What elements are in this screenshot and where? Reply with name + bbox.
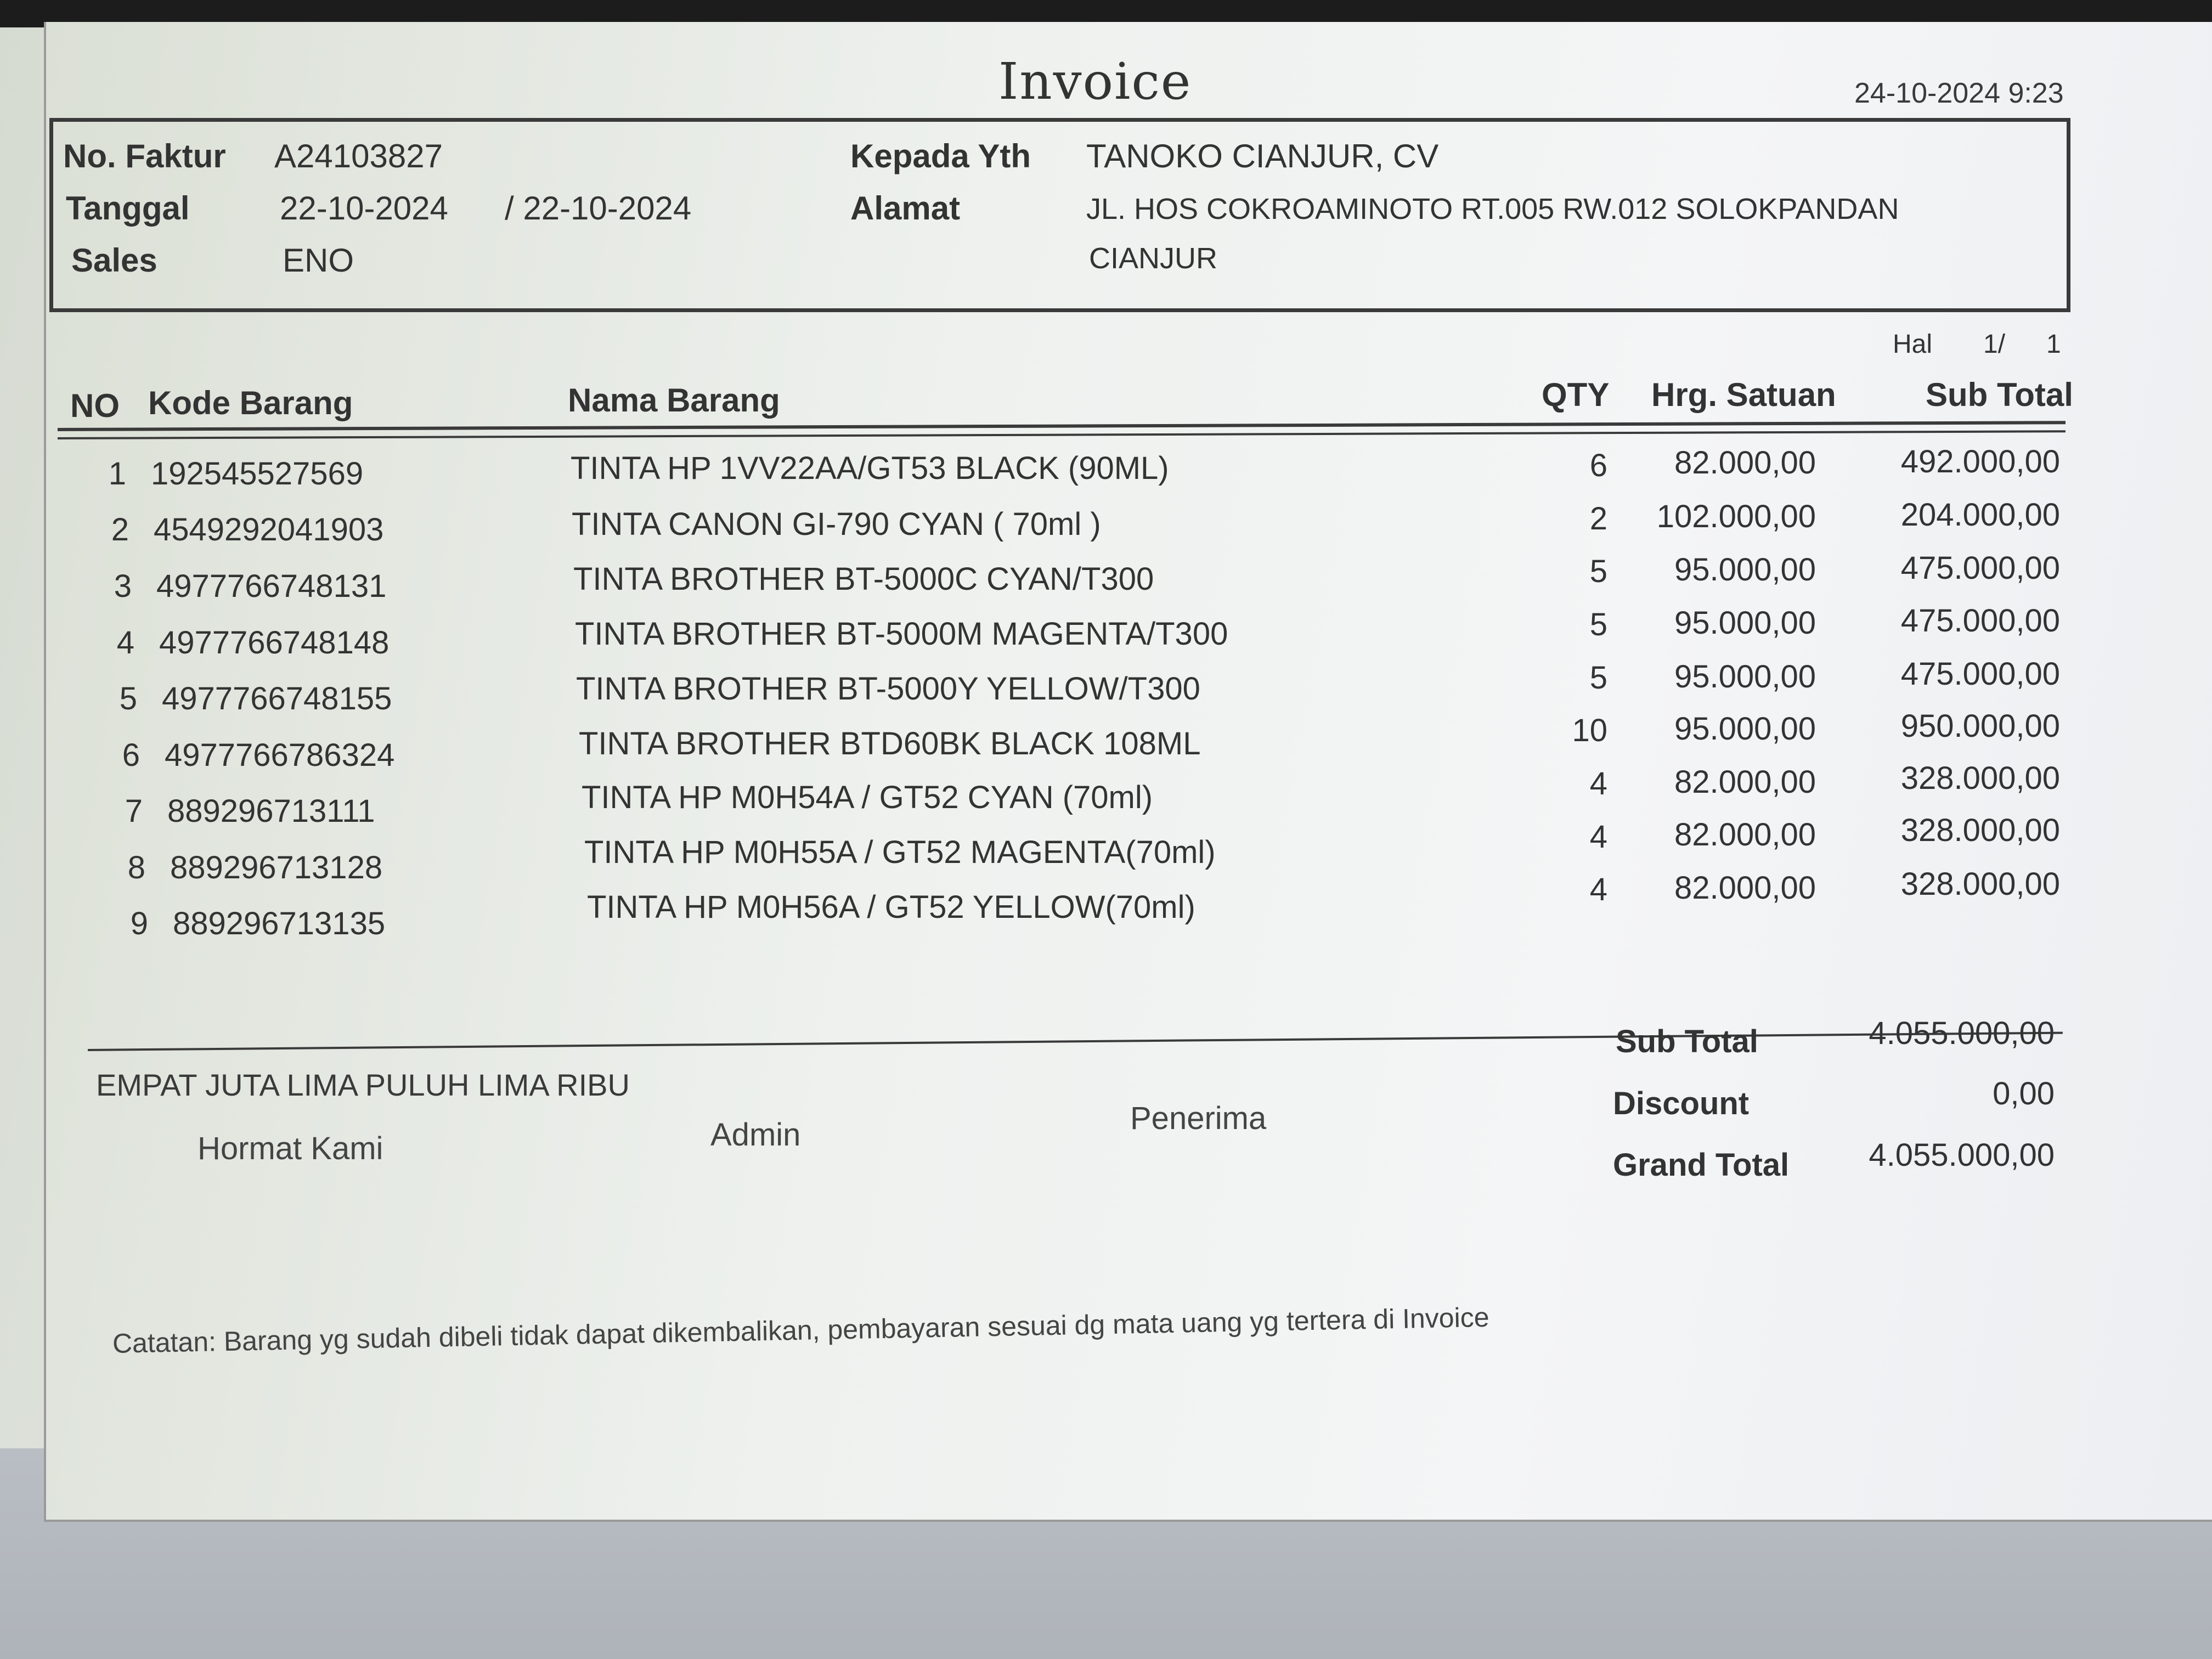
page-label: Hal [1893, 330, 1933, 359]
invoice-title: Invoice [998, 52, 1192, 111]
item-subtotal: 204.000,00 [1900, 497, 2060, 533]
tanggal-value: 22-10-2024 [280, 190, 448, 227]
subtotal-value: 4.055.000,00 [1869, 1015, 2055, 1051]
item-kode: 192545527569 [151, 456, 364, 492]
signature-admin: Admin [710, 1117, 801, 1153]
item-kode: 889296713135 [173, 906, 386, 941]
item-qty: 10 [1572, 713, 1607, 748]
subtotal-label: Sub Total [1616, 1024, 1758, 1059]
item-kode: 4549292041903 [154, 512, 384, 548]
item-no: 1 [108, 456, 126, 492]
item-harga: 82.000,00 [1674, 764, 1816, 800]
item-subtotal: 328.000,00 [1900, 866, 2060, 902]
page-current: 1/ [1983, 330, 2006, 359]
item-kode: 4977766786324 [165, 737, 395, 773]
item-harga: 82.000,00 [1674, 870, 1816, 906]
item-subtotal: 950.000,00 [1900, 708, 2060, 744]
sales-label: Sales [71, 242, 157, 279]
item-no: 6 [122, 737, 140, 773]
item-nama: TINTA BROTHER BT-5000M MAGENTA/T300 [575, 616, 1228, 652]
tanggal-label: Tanggal [66, 190, 190, 227]
item-kode: 4977766748148 [159, 625, 390, 661]
item-nama: TINTA BROTHER BT-5000C CYAN/T300 [573, 561, 1154, 597]
signature-penerima: Penerima [1130, 1101, 1267, 1136]
alamat-line-1: JL. HOS COKROAMINOTO RT.005 RW.012 SOLOKPANDAN [1086, 193, 1899, 225]
item-qty: 4 [1589, 872, 1607, 907]
item-nama: TINTA HP M0H54A / GT52 CYAN (70ml) [582, 780, 1153, 815]
item-kode: 889296713111 [167, 793, 375, 829]
item-harga: 95.000,00 [1674, 711, 1816, 747]
no-faktur-value: A24103827 [274, 138, 443, 174]
alamat-label: Alamat [850, 190, 961, 227]
item-no: 5 [119, 681, 137, 716]
item-harga: 95.000,00 [1674, 605, 1816, 641]
discount-label: Discount [1613, 1086, 1750, 1121]
item-nama: TINTA HP 1VV22AA/GT53 BLACK (90ML) [571, 450, 1169, 486]
item-kode: 4977766748155 [162, 681, 392, 716]
item-no: 8 [127, 850, 145, 885]
item-qty: 4 [1589, 766, 1607, 802]
item-no: 9 [130, 906, 148, 941]
item-nama: TINTA HP M0H55A / GT52 MAGENTA(70ml) [584, 834, 1216, 870]
column-header-sub-total: Sub Total [1926, 376, 2073, 413]
item-harga: 102.000,00 [1656, 499, 1816, 534]
item-nama: TINTA BROTHER BT-5000Y YELLOW/T300 [576, 671, 1200, 707]
item-nama: TINTA CANON GI-790 CYAN ( 70ml ) [572, 506, 1101, 542]
item-kode: 889296713128 [170, 850, 383, 885]
no-faktur-label: No. Faktur [63, 138, 226, 174]
tanggal-due-value: / 22-10-2024 [505, 190, 692, 227]
item-qty: 6 [1589, 448, 1607, 483]
item-harga: 82.000,00 [1674, 817, 1816, 853]
item-subtotal: 492.000,00 [1900, 444, 2060, 479]
item-harga: 95.000,00 [1674, 659, 1816, 695]
item-no: 3 [114, 568, 132, 604]
kepada-label: Kepada Yth [850, 138, 1031, 174]
alamat-line-2: CIANJUR [1089, 242, 1218, 275]
item-no: 2 [111, 512, 129, 548]
column-header-kode-barang: Kode Barang [148, 385, 353, 421]
amount-in-words: EMPAT JUTA LIMA PULUH LIMA RIBU [96, 1068, 630, 1102]
item-qty: 5 [1589, 607, 1607, 642]
item-no: 4 [116, 625, 134, 661]
item-subtotal: 328.000,00 [1900, 812, 2060, 848]
item-harga: 82.000,00 [1674, 445, 1816, 481]
grand-total-value: 4.055.000,00 [1869, 1137, 2055, 1173]
item-harga: 95.000,00 [1674, 552, 1816, 588]
kepada-value: TANOKO CIANJUR, CV [1086, 138, 1439, 174]
item-nama: TINTA HP M0H56A / GT52 YELLOW(70ml) [587, 889, 1195, 925]
column-header-no: NO [70, 387, 120, 424]
printed-datetime: 24-10-2024 9:23 [1854, 77, 2064, 109]
grand-total-label: Grand Total [1613, 1147, 1790, 1183]
item-no: 7 [125, 793, 143, 829]
item-nama: TINTA BROTHER BTD60BK BLACK 108ML [579, 726, 1201, 761]
item-qty: 2 [1589, 501, 1607, 537]
page-total: 1 [2046, 330, 2061, 359]
sales-value: ENO [283, 242, 354, 279]
invoice-note: Catatan: Barang yg sudah dibeli tidak dapat dikembalikan, pembayaran sesuai dg mata uang yg tertera di Invoice [112, 1301, 1489, 1359]
item-subtotal: 475.000,00 [1900, 656, 2060, 692]
discount-value: 0,00 [1993, 1076, 2055, 1111]
item-qty: 5 [1589, 554, 1607, 589]
column-header-hrg-satuan: Hrg. Satuan [1651, 376, 1836, 413]
column-header-qty: QTY [1542, 376, 1610, 413]
column-header-nama-barang: Nama Barang [568, 382, 780, 419]
item-qty: 4 [1589, 819, 1607, 855]
item-kode: 4977766748131 [156, 568, 387, 604]
item-subtotal: 328.000,00 [1900, 760, 2060, 796]
item-subtotal: 475.000,00 [1900, 550, 2060, 586]
item-qty: 5 [1589, 660, 1607, 696]
item-subtotal: 475.000,00 [1900, 603, 2060, 639]
signature-hormat-kami: Hormat Kami [198, 1131, 383, 1166]
